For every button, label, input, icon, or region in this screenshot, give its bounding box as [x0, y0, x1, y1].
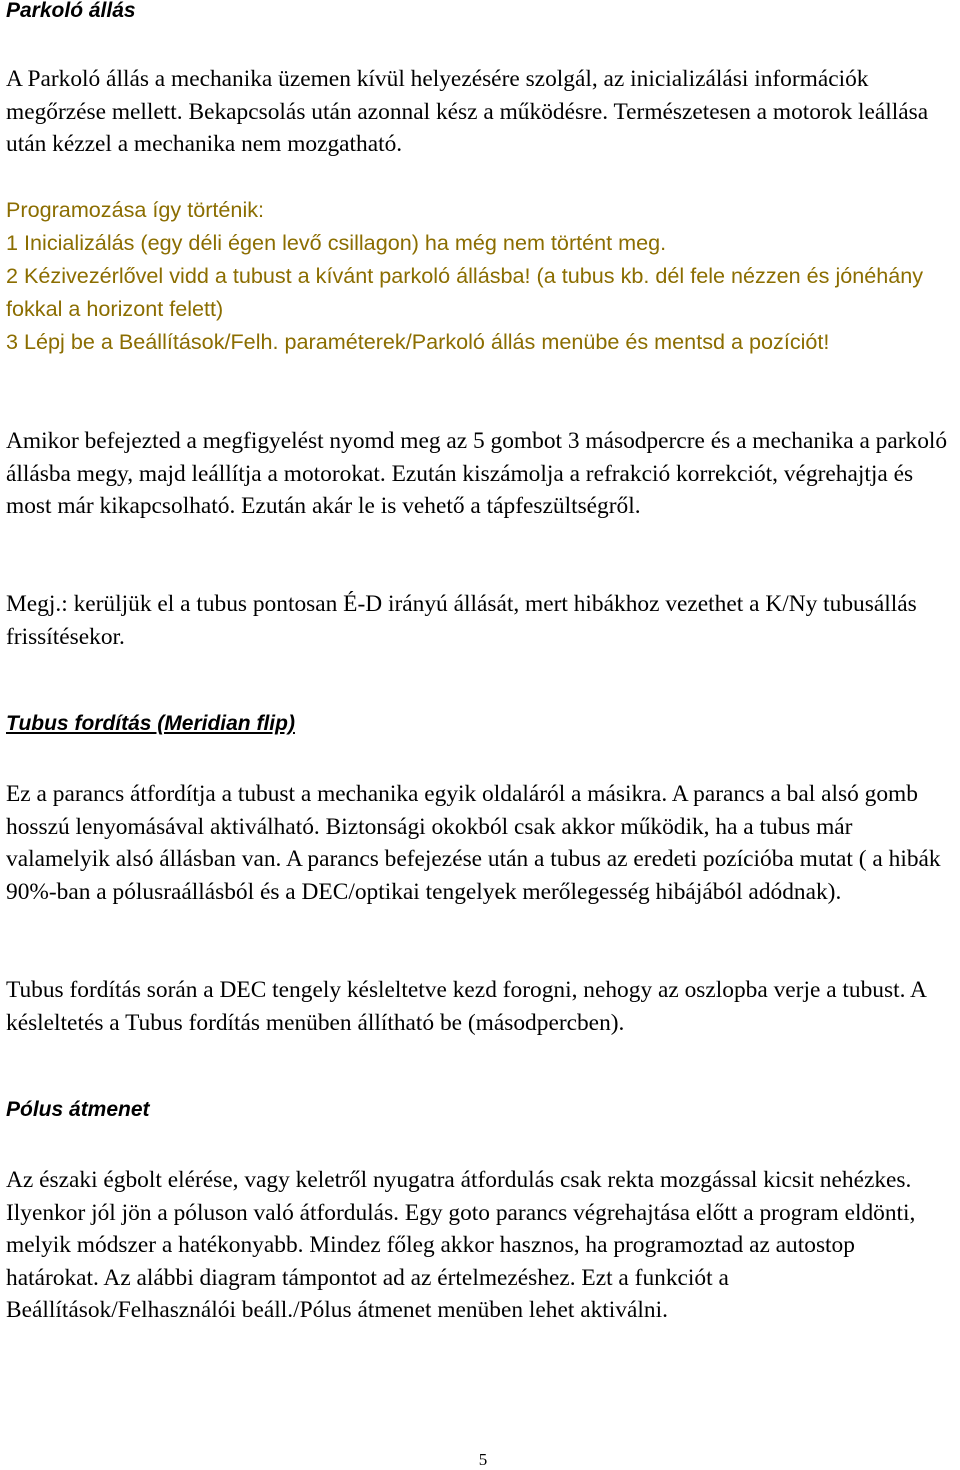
programming-step-3: 3 Lépj be a Beállítások/Felh. paraméterek/Parkoló állás menübe és mentsd a pozíciót!	[6, 329, 830, 354]
parking-note-paragraph: Megj.: kerüljük el a tubus pontosan É-D irányú állását, mert hibákhoz vezethet a K/Ny tubusállás frissítésekor.	[6, 591, 917, 650]
pole-paragraph: Az északi égbolt elérése, vagy keletről nyugatra átfordulás csak rekta mozgással kicsit nehézkes. Ilyenkor jól jön a póluson való átfordulás. Egy goto parancs végrehajtása előtt a program eldönti, melyik módszer a hatékonyabb. Mindez főleg akkor hasznos, ha programoztad az autostop határokat. Az alábbi diagram támpontot ad az értelmezéshez. Ezt a funkciót a Beállítások/Felhasználói beáll./Pólus átmenet menüben lehet aktiválni.	[6, 1167, 916, 1324]
section-title-meridian-flip: Tubus fordítás (Meridian flip)	[6, 712, 295, 735]
flip-paragraph-1: Ez a parancs átfordítja a tubust a mechanika egyik oldaláról a másikra. A parancs a bal alsó gomb hosszú lenyomásával aktiválható. Biztonsági okokból csak akkor működik, ha a tubus már valamelyik alsó állásban van. A parancs befejezése után a tubus az eredeti pozícióba mutat ( a hibák 90%-ban a pólusraállásból és a DEC/optikai tengelyek merőlegesség hibájából adódnak).	[6, 781, 941, 905]
programming-step-2: 2 Kézivezérlővel vidd a tubust a kívánt parkoló állásba! (a tubus kb. dél fele nézzen és jónéhány fokkal a horizont felett)	[6, 263, 924, 321]
section-title-pole-transition: Pólus átmenet	[6, 1098, 150, 1121]
section-title-parking: Parkoló állás	[6, 0, 136, 22]
programming-title: Programozása így történik:	[6, 197, 265, 222]
flip-paragraph-2: Tubus fordítás során a DEC tengely késleltetve kezd forogni, nehogy az oszlopba verje a tubust. A késleltetés a Tubus fordítás menüben állítható be (másodpercben).	[6, 977, 926, 1036]
page-number: 5	[478, 1450, 488, 1469]
programming-step-1: 1 Inicializálás (egy déli égen levő csillagon) ha még nem történt meg.	[6, 230, 667, 255]
parking-shutdown-paragraph: Amikor befejezted a megfigyelést nyomd meg az 5 gombot 3 másodpercre és a mechanika a parkoló állásba megy, majd leállítja a motorokat. Ezután kiszámolja a refrakció korrekciót, végrehajtja és most már kikapcsolható. Ezután akár le is vehető a tápfeszültségről.	[6, 428, 948, 520]
parking-intro-paragraph: A Parkoló állás a mechanika üzemen kívül helyezésére szolgál, az inicializálási információk megőrzése mellett. Bekapcsolás után azonnal kész a működésre. Természetesen a motorok leállása után kézzel a mechanika nem mozgatható.	[6, 66, 929, 158]
